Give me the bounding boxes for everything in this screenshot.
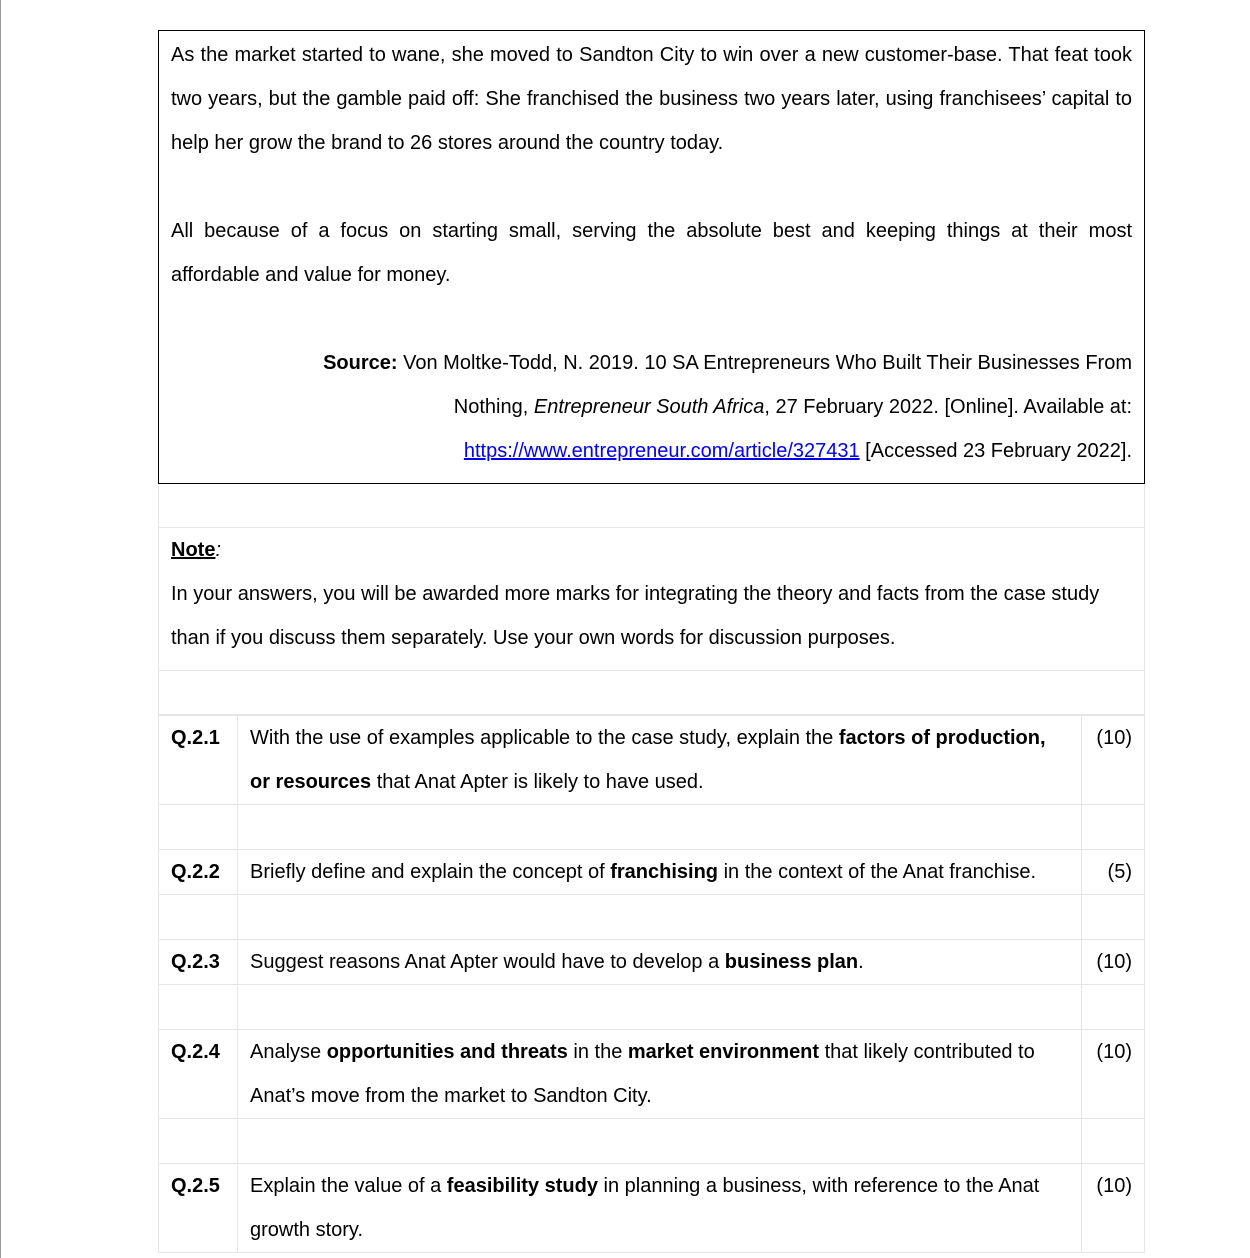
source-citation: Von Moltke-Todd, N. 2019. 10 SA Entrepreneurs Who Built Their Businesses From (397, 352, 1132, 374)
source-publication: Entrepreneur South Africa (533, 396, 765, 418)
question-number: Q.2.1 (159, 716, 238, 805)
questions-table (158, 715, 1145, 1253)
note-title: Note: (171, 539, 222, 561)
question-text: Briefly define and explain the concept of franchising in the context of the Anat franchise. (238, 850, 1082, 895)
question-text: Explain the value of a feasibility study in planning a business, with reference to the Anat growth story. (238, 1164, 1082, 1253)
question-text: With the use of examples applicable to the case study, explain the factors of production, or resources that Anat Apter is likely to have used. (238, 716, 1082, 805)
question-row (159, 940, 1145, 985)
question-marks: (5) (1082, 850, 1145, 895)
page-left-edge (0, 0, 1, 1258)
case-study-box (158, 30, 1145, 484)
note-block (158, 528, 1145, 671)
question-number: Q.2.2 (159, 850, 238, 895)
case-paragraph-1: As the market started to wane, she moved to Sandton City to win over a new customer-base. That feat took two years, but the gamble paid off: She franchised the business two years later, using franchisees’ capital to help her grow the brand to 26 stores around the country today. (171, 44, 1132, 154)
question-row (159, 850, 1145, 895)
question-number: Q.2.4 (159, 1030, 238, 1119)
source-link[interactable]: https://www.entrepreneur.com/article/327431 (463, 440, 860, 462)
question-text: Suggest reasons Anat Apter would have to develop a business plan. (238, 940, 1082, 985)
question-marks: (10) (1082, 940, 1145, 985)
source-accessed: [Accessed 23 February 2022]. (859, 440, 1132, 462)
source-line-3 (171, 429, 1132, 473)
question-marks: (10) (1082, 1030, 1145, 1119)
question-row (159, 1164, 1145, 1253)
question-row (159, 716, 1145, 805)
question-marks: (10) (1082, 1164, 1145, 1253)
question-text: Analyse opportunities and threats in the market environment that likely contributed to Anat’s move from the market to Sandton City. (238, 1030, 1082, 1119)
document-page (158, 30, 1145, 1253)
question-marks: (10) (1082, 716, 1145, 805)
source-line-1 (171, 341, 1132, 385)
question-number: Q.2.5 (159, 1164, 238, 1253)
source-line-2: Nothing, Entrepreneur South Africa, 27 February 2022. [Online]. Available at: (453, 396, 1132, 418)
note-body: In your answers, you will be awarded more marks for integrating the theory and facts from the case study than if you discuss them separately. Use your own words for discussion purposes. (171, 583, 1100, 649)
source-label: Source: (323, 352, 398, 374)
case-paragraph-2: All because of a focus on starting small, serving the absolute best and keeping things at their most affordable and value for money. (171, 220, 1132, 286)
question-number: Q.2.3 (159, 940, 238, 985)
question-row (159, 1030, 1145, 1119)
